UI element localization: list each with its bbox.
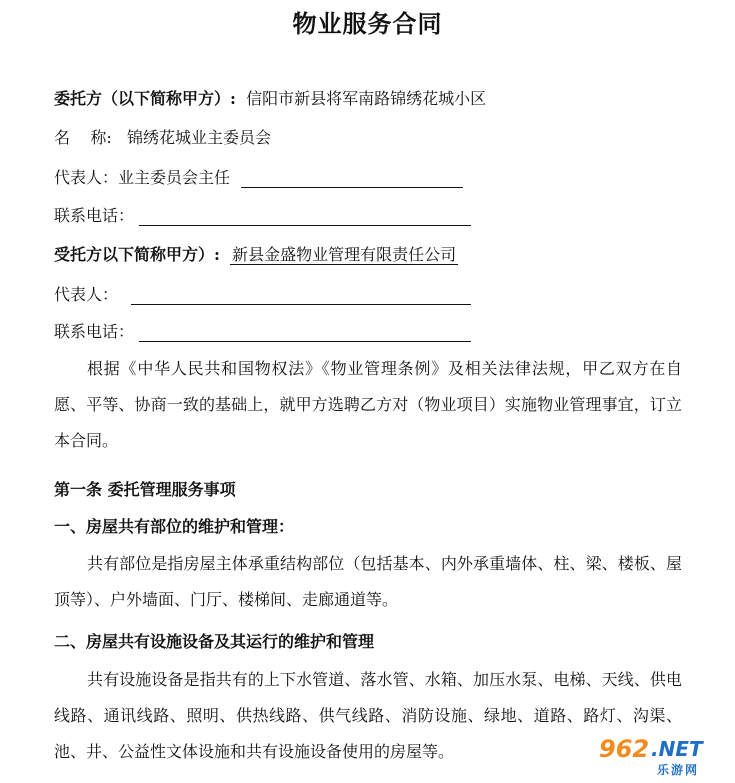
- intro-paragraph: 根据《中华人民共和国物权法》《物业管理条例》及相关法律法规，甲乙双方在自愿、平等、协商一致的基础上，就甲方选聘乙方对（物业项目）实施物业管理事宜，订立本合同。: [54, 359, 682, 450]
- watermark-number: 962: [599, 735, 650, 763]
- section-2-heading: 二、房屋共有设施设备及其运行的维护和管理: [54, 632, 375, 651]
- section-1-heading: 一、房屋共有部位的维护和管理：: [54, 517, 295, 536]
- party-b-rep-line: [54, 285, 471, 305]
- watermark-site-name: 乐游网: [657, 763, 700, 777]
- party-b-phone-line: [54, 322, 471, 342]
- party-a-rep-label: 代表人：业主委员会主任: [54, 168, 231, 187]
- party-b-rep-blank[interactable]: [131, 286, 471, 305]
- party-a-phone-line: [54, 206, 471, 226]
- party-a-line: [54, 89, 486, 109]
- party-b-label: 受托方以下简称甲方）:: [54, 245, 220, 264]
- party-a-phone-label: 联系电话：: [54, 206, 135, 225]
- party-a-name-label: 名 称:: [54, 128, 112, 147]
- party-a-name-value: 锦绣花城业主委员会: [127, 128, 272, 147]
- party-b-phone-blank[interactable]: [139, 323, 471, 342]
- page-title: 物业服务合同: [292, 9, 443, 38]
- party-b-line: [54, 245, 458, 265]
- section-1-body: 共有部位是指房屋主体承重结构部位（包括基本、内外承重墙体、柱、梁、楼板、屋顶等）、户外墙面、门厅、楼梯间、走廊通道等。: [54, 554, 682, 609]
- party-a-rep-line: [54, 168, 463, 188]
- party-b-company: 新县金盛物业管理有限责任公司: [232, 245, 457, 264]
- section-2-body: 共有设施设备是指共有的上下水管道、落水管、水箱、加压水泵、电梯、天线、供电线路、通讯线路、照明、供热线路、供气线路、消防设施、绿地、道路、路灯、沟渠、池、井、公益性文体设施和共有设施设备使用的房屋等。: [54, 670, 682, 761]
- watermark-domain: .NET: [651, 737, 703, 761]
- article-1-heading: 第一条 委托管理服务事项: [54, 480, 236, 499]
- party-b-rep-label: 代表人：: [54, 285, 119, 304]
- party-a-rep-blank[interactable]: [241, 169, 463, 188]
- party-a-label: 委托方（以下简称甲方）:: [54, 89, 236, 108]
- party-b-phone-label: 联系电话：: [54, 322, 135, 341]
- party-a-address: 信阳市新县将军南路锦绣花城小区: [246, 89, 487, 108]
- watermark-logo: [599, 735, 727, 777]
- party-a-name-line: [54, 128, 271, 148]
- party-a-phone-blank[interactable]: [139, 207, 471, 226]
